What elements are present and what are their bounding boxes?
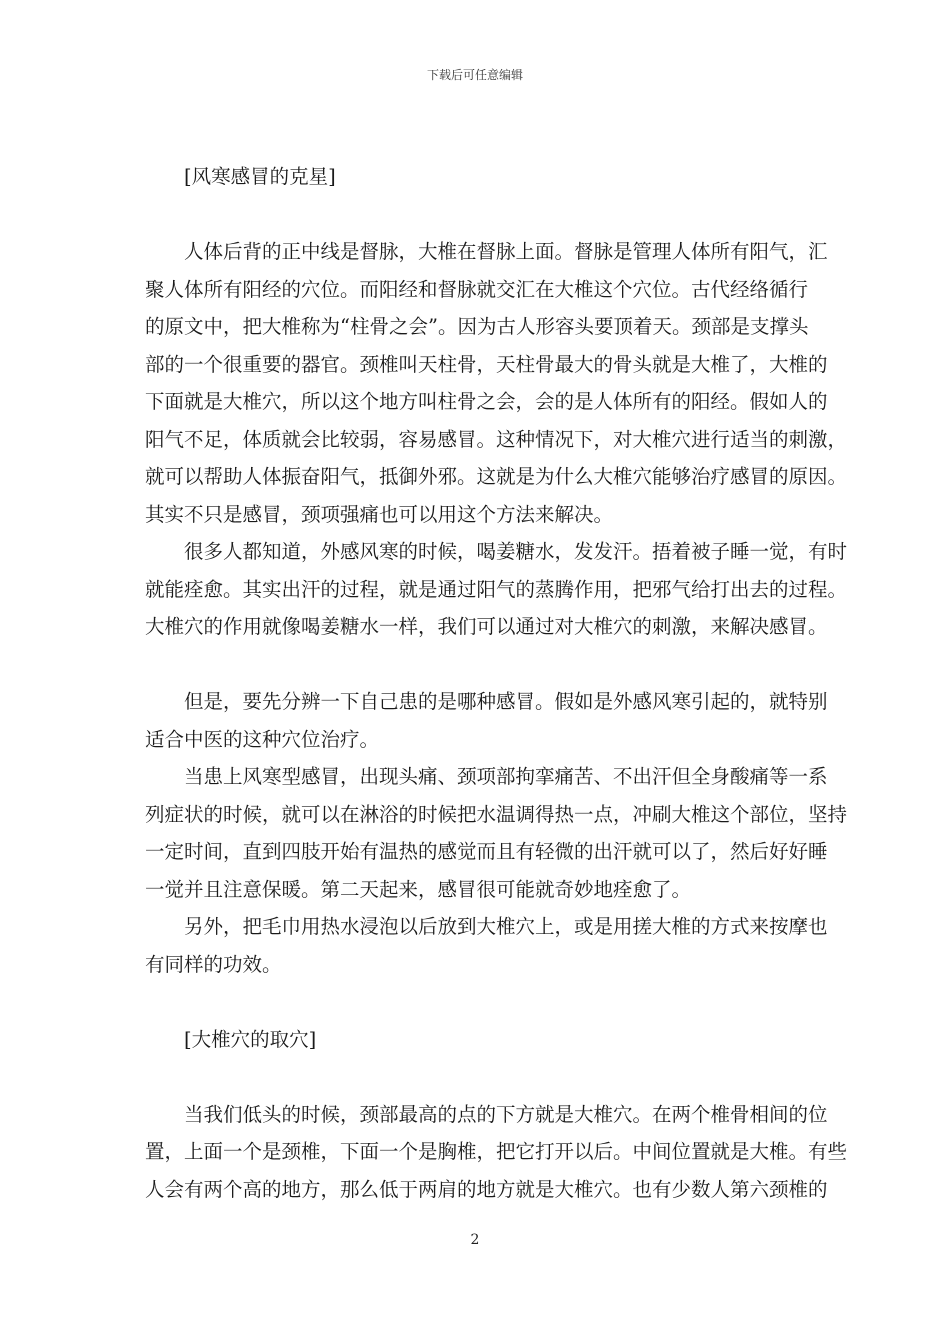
paragraph-line: 就能痊愈。其实出汗的过程，就是通过阳气的蒸腾作用，把邪气给打出去的过程。	[145, 577, 848, 601]
paragraph-line: 适合中医的这种穴位治疗。	[145, 727, 380, 751]
paragraph-line: 很多人都知道，外感风寒的时候，喝姜糖水，发发汗。捂着被子睡一觉，有时	[184, 540, 848, 563]
paragraph-line: 人体后背的正中线是督脉，大椎在督脉上面。督脉是管理人体所有阳气，汇	[184, 240, 828, 263]
section-heading: [风寒感冒的克星]	[184, 165, 336, 188]
paragraph-line: 但是，要先分辨一下自己患的是哪种感冒。假如是外感风寒引起的，就特别	[184, 690, 828, 713]
paragraph-line: 当患上风寒型感冒，出现头痛、颈项部拘挛痛苦、不出汗但全身酸痛等一系	[184, 765, 828, 788]
page-header: 下载后可任意编辑	[426, 68, 523, 82]
paragraph-line: 下面就是大椎穴，所以这个地方叫柱骨之会，会的是人体所有的阳经。假如人的	[145, 390, 828, 413]
paragraph-line: 置，上面一个是颈椎，下面一个是胸椎，把它打开以后。中间位置就是大椎。有些	[145, 1140, 848, 1163]
blank-line	[145, 983, 817, 1021]
page-number: 2	[470, 1232, 480, 1248]
paragraph-line: 的原文中，把大椎称为“柱骨之会”。因为古人形容头要顶着天。颈部是支撑头	[145, 315, 809, 338]
paragraph-line: 部的一个很重要的器官。颈椎叫天柱骨，天柱骨最大的骨头就是大椎了，大椎的	[145, 352, 828, 376]
paragraph-4	[145, 758, 848, 908]
paragraph-line: 大椎穴的作用就像喝姜糖水一样，我们可以通过对大椎穴的刺激，来解决感冒。	[145, 615, 828, 638]
paragraph-line: 人会有两个高的地方，那么低于两肩的地方就是大椎穴。也有少数人第六颈椎的	[145, 1177, 828, 1201]
paragraph-2	[145, 533, 848, 646]
paragraph-line: 列症状的时候，就可以在淋浴的时候把水温调得热一点，冲刷大椎这个部位，坚持	[145, 802, 848, 826]
document-body	[145, 158, 848, 1208]
blank-line	[145, 646, 817, 684]
paragraph-6	[145, 1096, 848, 1209]
paragraph-line: 当我们低头的时候，颈部最高的点的下方就是大椎穴。在两个椎骨相间的位	[184, 1102, 828, 1126]
paragraph-line: 有同样的功效。	[145, 952, 282, 976]
paragraph-3	[145, 683, 828, 758]
paragraph-line: 其实不只是感冒，颈项强痛也可以用这个方法来解决。	[145, 502, 614, 526]
blank-line	[145, 1058, 817, 1096]
paragraph-5	[145, 908, 828, 983]
section-heading: [大椎穴的取穴]	[184, 1027, 317, 1051]
paragraph-line: 一定时间，直到四肢开始有温热的感觉而且有轻微的出汗就可以了，然后好好睡	[145, 840, 828, 863]
paragraph-line: 阳气不足，体质就会比较弱，容易感冒。这种情况下，对大椎穴进行适当的刺激，	[145, 427, 848, 451]
paragraph-line: 另外，把毛巾用热水浸泡以后放到大椎穴上，或是用搓大椎的方式来按摩也	[184, 915, 828, 938]
paragraph-line: 聚人体所有阳经的穴位。而阳经和督脉就交汇在大椎这个穴位。古代经络循行	[145, 277, 809, 301]
paragraph-1	[145, 233, 848, 533]
blank-line	[145, 196, 817, 234]
paragraph-line: 就可以帮助人体振奋阳气，抵御外邪。这就是为什么大椎穴能够治疗感冒的原因。	[145, 465, 848, 488]
paragraph-line: 一觉并且注意保暖。第二天起来，感冒很可能就奇妙地痊愈了。	[145, 877, 692, 901]
